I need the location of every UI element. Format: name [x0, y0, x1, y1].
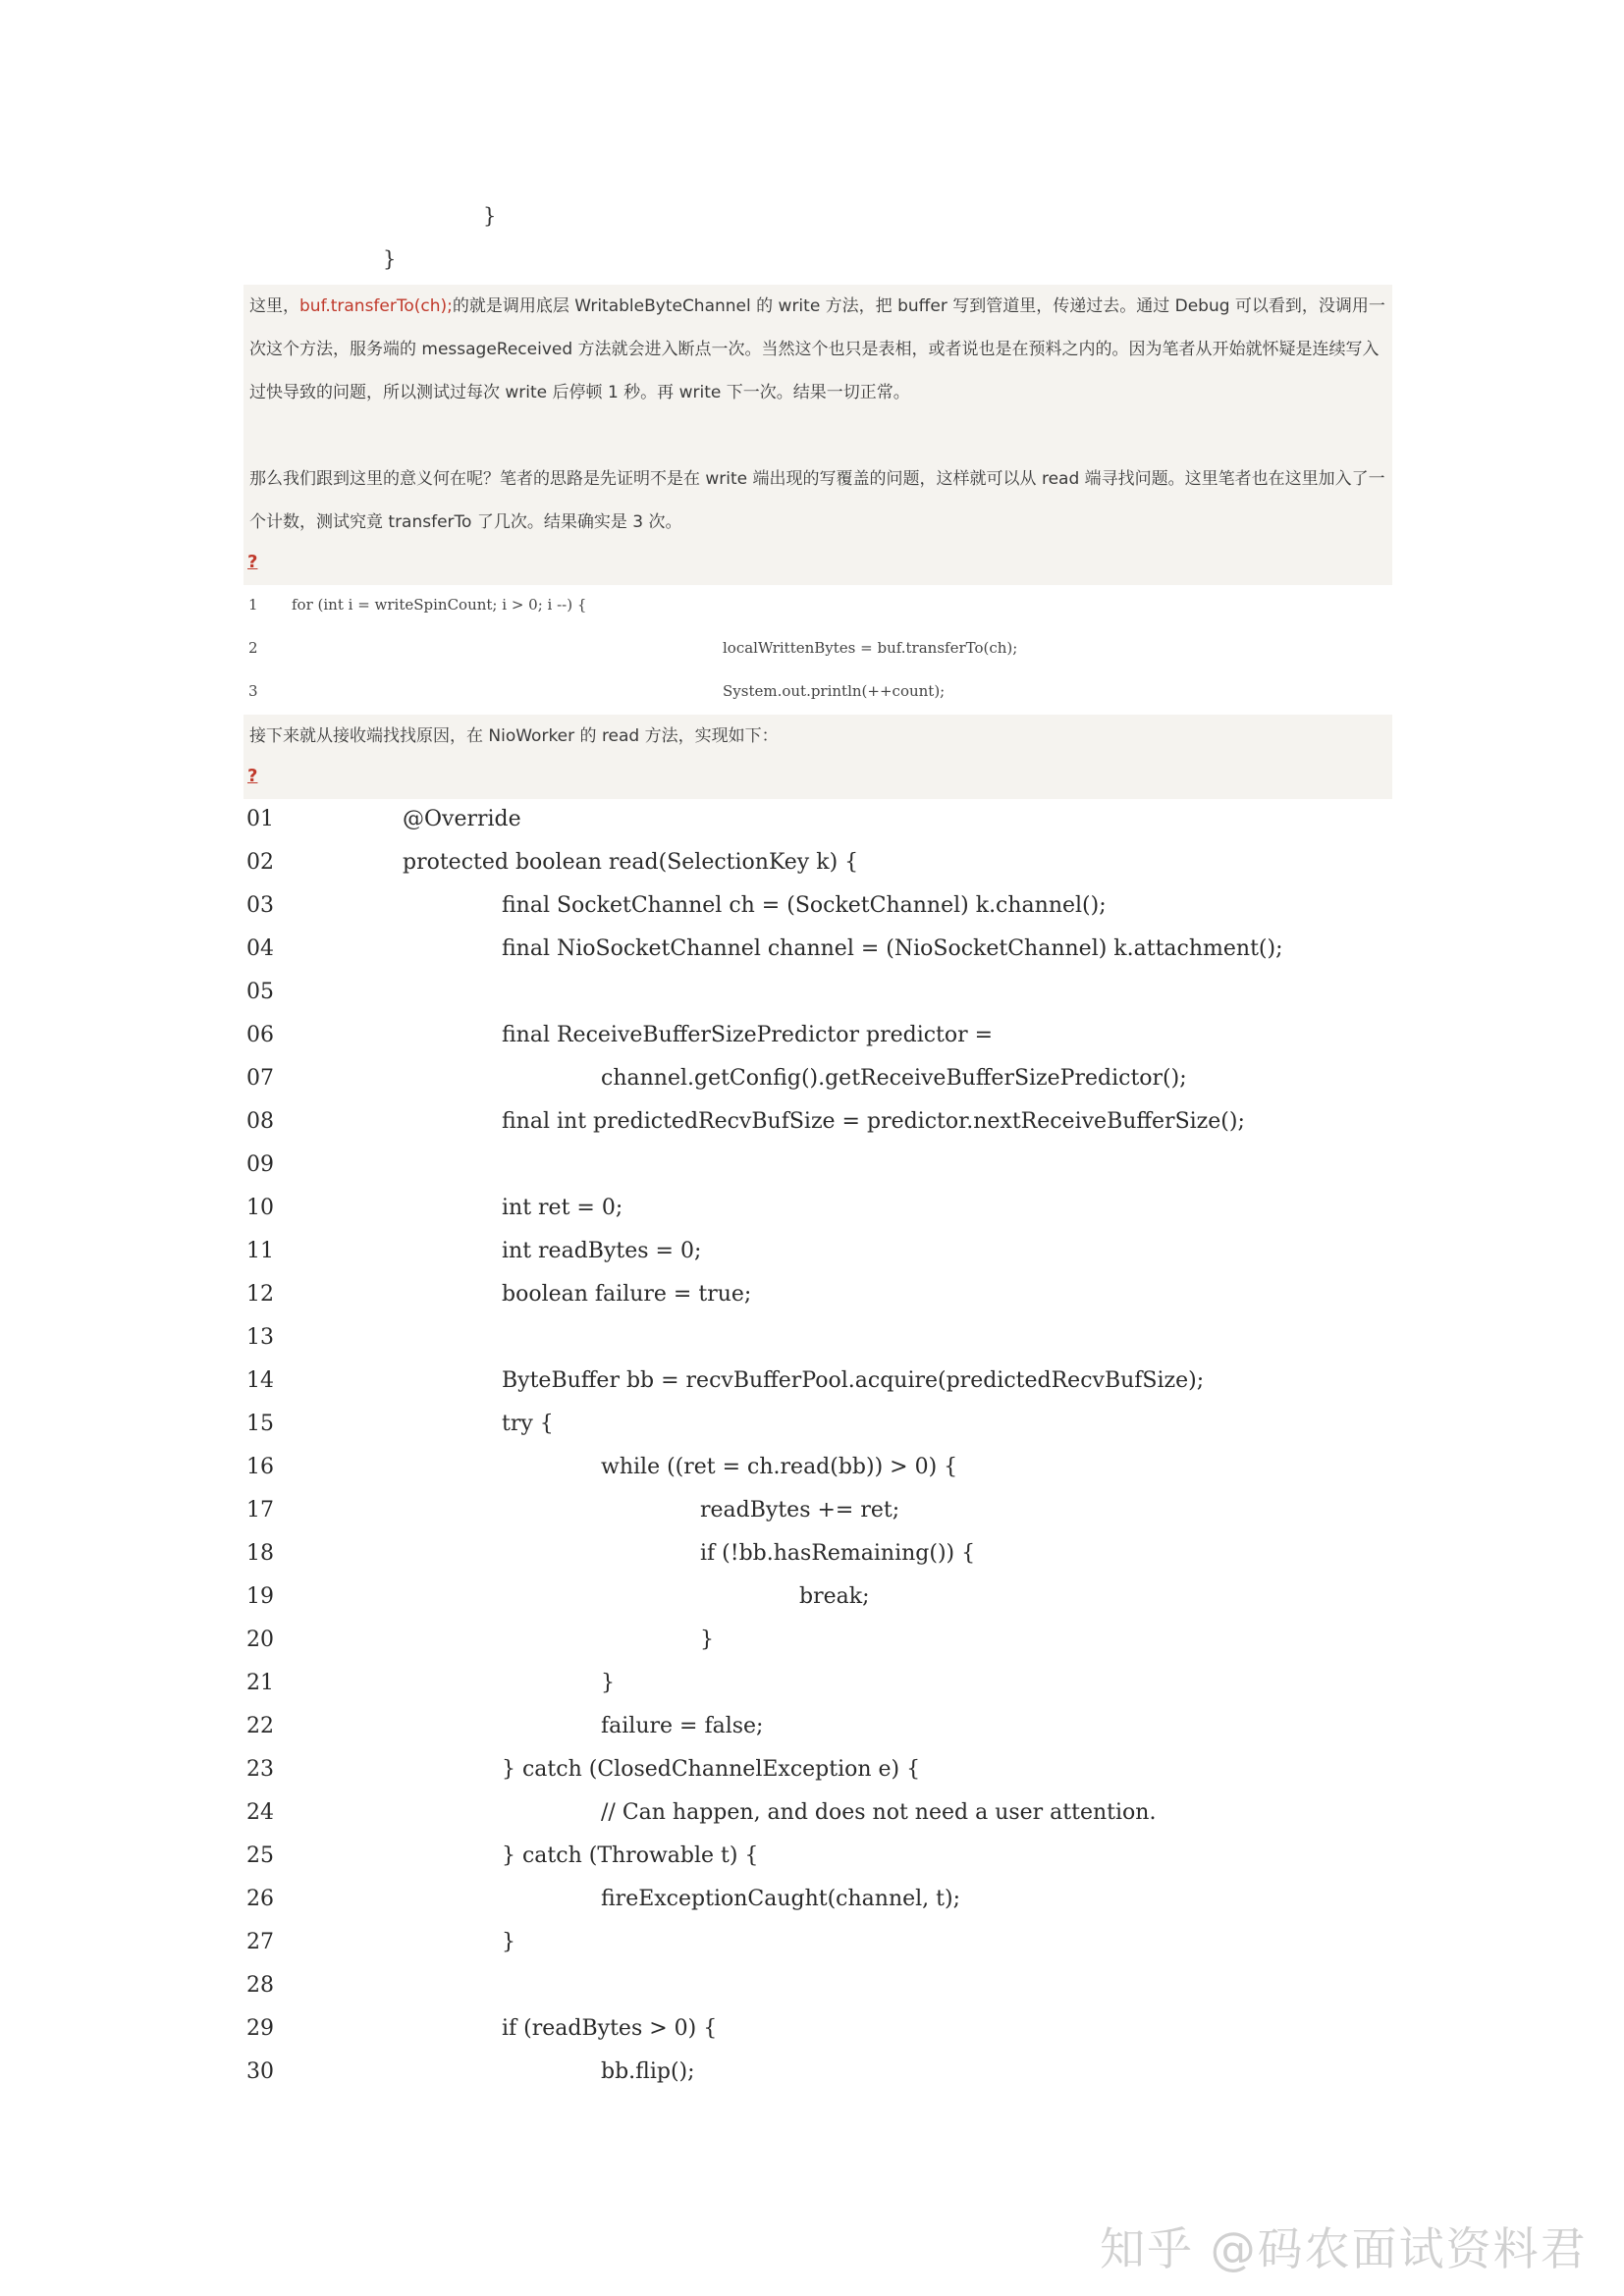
line-number: 16 [246, 1455, 274, 1479]
line-number: 11 [246, 1239, 274, 1263]
line-number: 12 [246, 1282, 274, 1307]
line-number: 29 [246, 2016, 274, 2041]
line-number: 14 [246, 1368, 274, 1393]
code-text: final int predictedRecvBufSize = predictor.nextReceiveBufferSize(); [502, 1109, 1245, 1134]
line-number: 10 [246, 1196, 274, 1220]
paragraph-read-intro: 接下来就从接收端找找原因，在 NioWorker 的 read 方法，实现如下： [249, 726, 779, 746]
code-text: boolean failure = true; [502, 1282, 752, 1307]
highlight-code: buf.transferTo(ch); [299, 296, 453, 316]
paragraph-prefix: 这里， [249, 296, 299, 316]
code-text: final NioSocketChannel channel = (NioSocketChannel) k.attachment(); [502, 936, 1283, 961]
line-number: 27 [246, 1930, 274, 1954]
code-text: } catch (ClosedChannelException e) { [502, 1757, 921, 1782]
line-number: 28 [246, 1973, 274, 1998]
line-number: 13 [246, 1325, 274, 1350]
paragraph-body: 的就是调用底层 WritableByteChannel 的 write 方法，把 buffer 写到管道里，传递过去。通过 Debug 可以看到，没调用一次这个方法，服务端的 messageReceived 方法就会进入断点一次。当然这个也只是表相，或者说也是在预料之内的。因为笔者从开始就怀疑是连续写入过快导致的问题，所以测试过每次 write 后停顿 1 秒。再 write 下一次。结果一切正常。 [249, 296, 1385, 402]
line-number: 18 [246, 1541, 274, 1566]
code-text: } [700, 1628, 714, 1652]
code-text: int ret = 0; [502, 1196, 623, 1220]
line-number: 07 [246, 1066, 274, 1091]
line-number: 09 [246, 1152, 274, 1177]
code-text: // Can happen, and does not need a user attention. [601, 1800, 1157, 1825]
view-source-link[interactable]: ? [247, 552, 258, 572]
code-text: break; [799, 1584, 870, 1609]
line-number: 03 [246, 893, 274, 918]
line-number: 17 [246, 1498, 274, 1522]
line-number: 15 [246, 1412, 274, 1436]
snippet1-line-number: 1 [248, 596, 258, 614]
line-number: 05 [246, 980, 274, 1004]
snippet1-code: System.out.println(++count); [723, 682, 946, 700]
code-text: @Override [403, 807, 521, 831]
code-text: bb.flip(); [601, 2059, 695, 2084]
code-text: fireExceptionCaught(channel, t); [601, 1887, 961, 1911]
closing-brace-outer: } [383, 247, 397, 271]
code-text: if (readBytes > 0) { [502, 2016, 718, 2041]
code-text: final SocketChannel ch = (SocketChannel) k.channel(); [502, 893, 1107, 918]
code-text: while ((ret = ch.read(bb)) > 0) { [601, 1455, 958, 1479]
closing-brace-inner: } [483, 204, 497, 228]
code-text: } [502, 1930, 515, 1954]
line-number: 21 [246, 1671, 274, 1695]
code-text: final ReceiveBufferSizePredictor predictor = [502, 1023, 994, 1047]
code-text: protected boolean read(SelectionKey k) { [403, 850, 859, 875]
line-number: 30 [246, 2059, 274, 2084]
paragraph-write-end: 那么我们跟到这里的意义何在呢？笔者的思路是先证明不是在 write 端出现的写覆盖的问题，这样就可以从 read 端寻找问题。这里笔者也在这里加入了一个计数，测试究竟 transferTo 了几次。结果确实是 3 次。 [249, 469, 1385, 532]
line-number: 02 [246, 850, 274, 875]
line-number: 19 [246, 1584, 274, 1609]
paragraph-transferto [249, 285, 1388, 414]
line-number: 04 [246, 936, 274, 961]
code-text: if (!bb.hasRemaining()) { [700, 1541, 976, 1566]
line-number: 25 [246, 1843, 274, 1868]
line-number: 23 [246, 1757, 274, 1782]
line-number: 26 [246, 1887, 274, 1911]
code-text: ByteBuffer bb = recvBufferPool.acquire(predictedRecvBufSize); [502, 1368, 1205, 1393]
snippet1-code: for (int i = writeSpinCount; i > 0; i --) { [292, 596, 587, 614]
code-text: channel.getConfig().getReceiveBufferSizePredictor(); [601, 1066, 1187, 1091]
line-number: 24 [246, 1800, 274, 1825]
view-source-link[interactable]: ? [247, 766, 258, 786]
line-number: 06 [246, 1023, 274, 1047]
snippet1-line-number: 3 [248, 682, 258, 700]
line-number: 01 [246, 807, 274, 831]
snippet1-code: localWrittenBytes = buf.transferTo(ch); [723, 639, 1018, 657]
code-text: } [601, 1671, 615, 1695]
code-text: } catch (Throwable t) { [502, 1843, 759, 1868]
line-number: 20 [246, 1628, 274, 1652]
code-text: readBytes += ret; [700, 1498, 900, 1522]
line-number: 22 [246, 1714, 274, 1738]
code-text: int readBytes = 0; [502, 1239, 702, 1263]
zhihu-watermark: 知乎 @码农面试资料君 [1100, 2222, 1588, 2275]
line-number: 08 [246, 1109, 274, 1134]
code-text: try { [502, 1412, 554, 1436]
code-text: failure = false; [601, 1714, 764, 1738]
snippet1-line-number: 2 [248, 639, 258, 657]
